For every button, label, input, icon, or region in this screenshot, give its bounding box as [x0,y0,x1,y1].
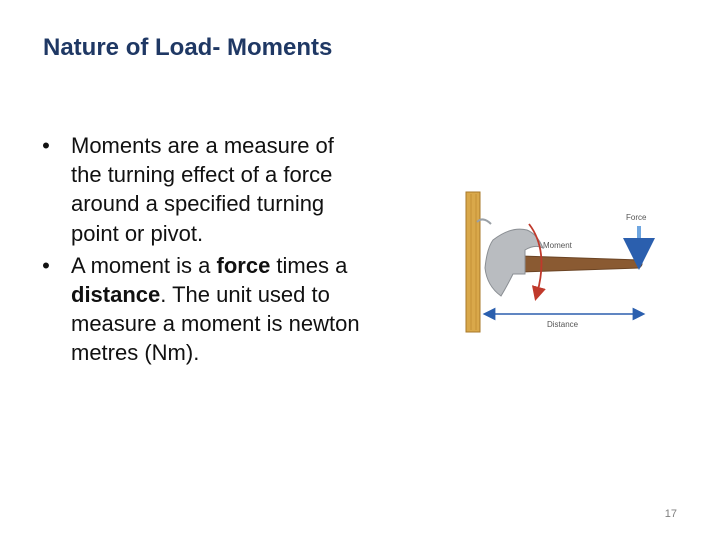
bullet-text-post: . The unit used to measure a moment is newton metres (Nm). [71,282,360,366]
distance-label: Distance [547,320,579,329]
bullet-dot: • [42,133,50,158]
slide-title: Nature of Load- Moments [43,34,333,61]
force-label: Force [626,213,647,222]
bullet-item [36,131,366,248]
hammer-handle [521,256,642,272]
bold-distance: distance [71,282,161,308]
bullet-item [36,251,366,368]
bullet-text-mid: times a [270,252,348,278]
bullet-text: Moments are a measure of the turning effect of a force around a specified turning point or pivot. [71,133,334,246]
bullet-dot: • [42,252,50,278]
hammer-moment-diagram [463,190,685,334]
bold-force: force [216,252,271,278]
bullet-list [36,131,366,371]
wood-post [466,192,480,332]
bullet-text-pre: A moment is a [71,252,217,278]
moment-label: Moment [543,241,572,250]
page-number: 17 [664,508,677,520]
